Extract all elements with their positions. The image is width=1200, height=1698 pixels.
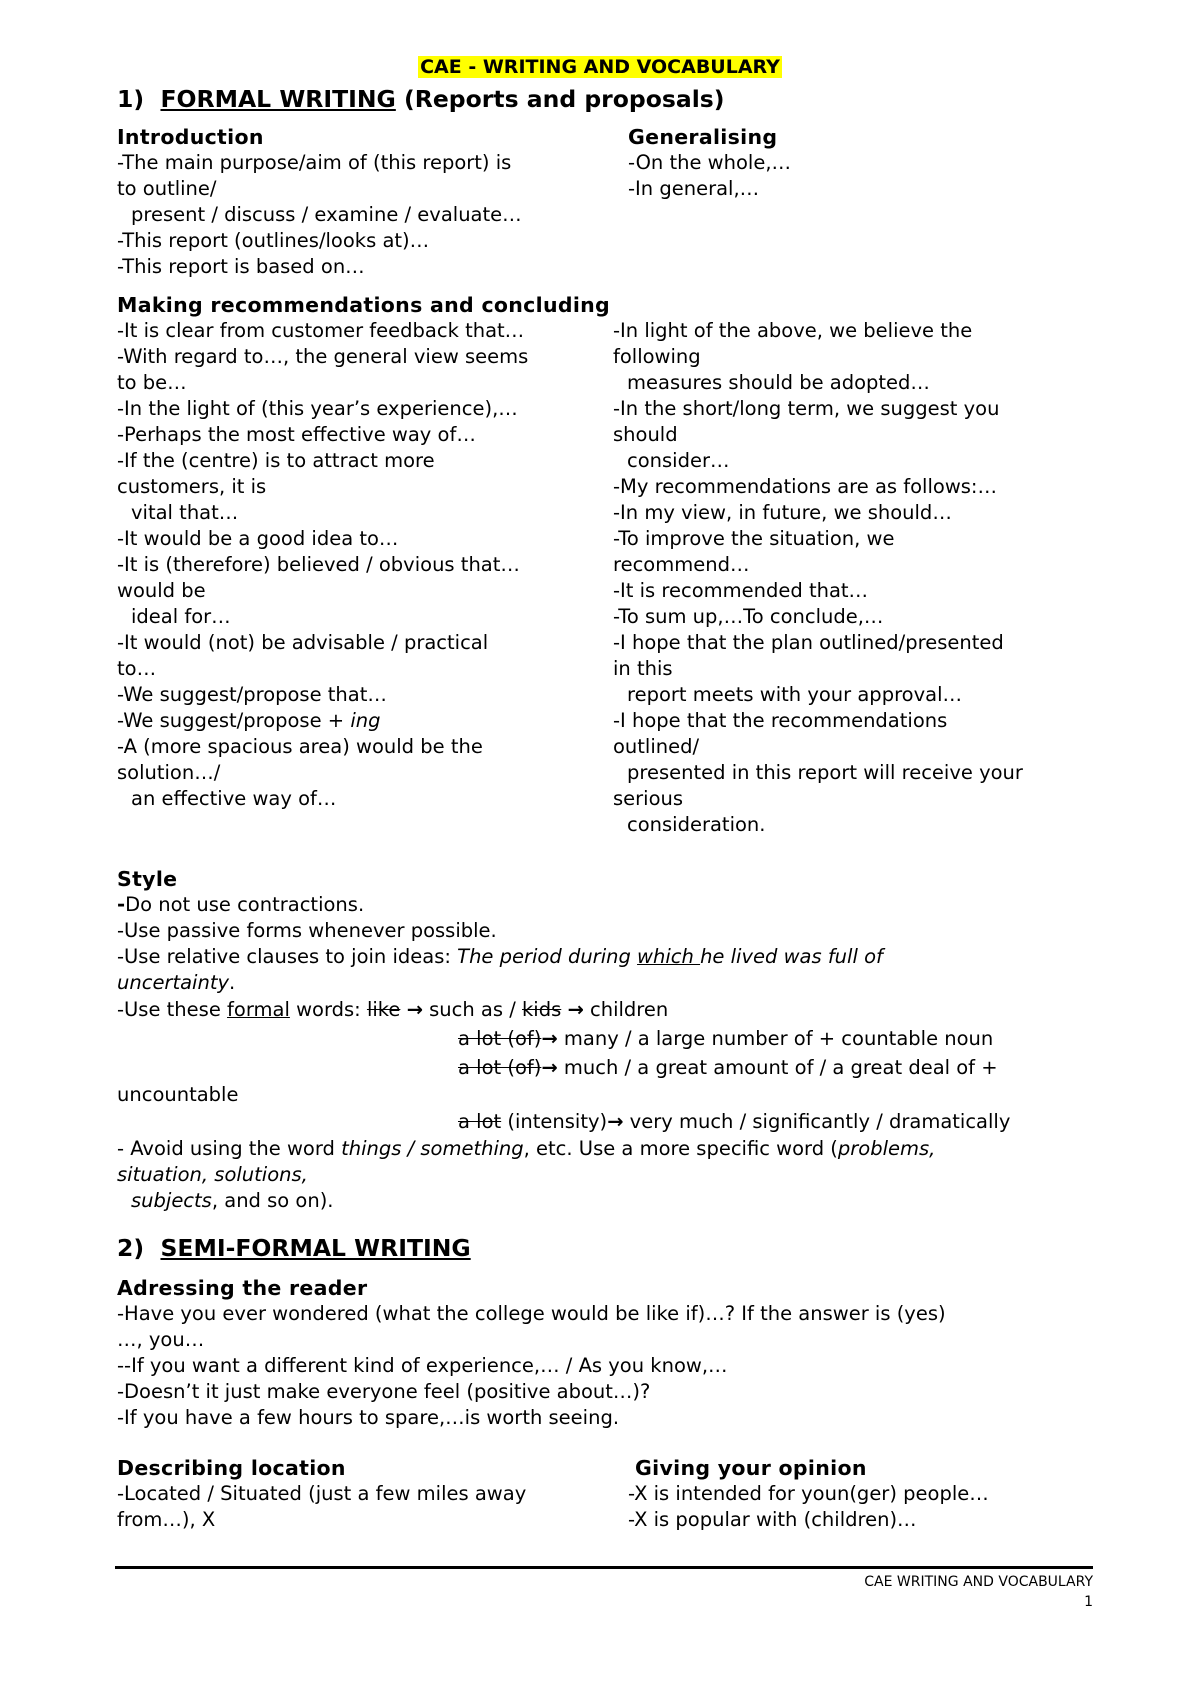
document-title: CAE - WRITING AND VOCABULARY — [420, 56, 780, 78]
text-line: recommend… — [613, 553, 750, 576]
text-line: present / discuss / examine / evaluate… — [131, 203, 522, 226]
text-line: -I hope that the recommendations — [613, 709, 948, 732]
text-line: -Use passive forms whenever possible. — [117, 919, 497, 942]
style-block — [117, 866, 1010, 1214]
text-line: -It would (not) be advisable / practical — [117, 631, 489, 654]
text-line: -X is popular with (children)… — [628, 1508, 917, 1531]
text-line: -Located / Situated (just a few miles away — [117, 1482, 527, 1505]
text-line: -Do not use contractions. — [117, 893, 365, 916]
text-line: -It is clear from customer feedback that… — [117, 319, 525, 342]
text-line: -In the light of (this year’s experience),… — [117, 397, 518, 420]
text-line: uncertainty. — [117, 971, 236, 994]
page-number: 1 — [1084, 1594, 1093, 1610]
text-line: from…), X — [117, 1508, 216, 1531]
text-line: --If you want a different kind of experience,… / As you know,… — [117, 1354, 728, 1377]
location-block — [117, 1455, 526, 1533]
text-line: following — [613, 345, 701, 368]
arrow-icon: → — [541, 1027, 558, 1050]
text-line: -A (more spacious area) would be the — [117, 735, 483, 758]
text-line: -We suggest/propose + ing — [117, 709, 381, 732]
addressing-block — [117, 1275, 946, 1431]
text-line: in this — [613, 657, 673, 680]
text-line: -This report (outlines/looks at)… — [117, 229, 430, 252]
introduction-block — [117, 124, 522, 280]
text-line: -I hope that the plan outlined/presented — [613, 631, 1004, 654]
text-line: -It is recommended that… — [613, 579, 869, 602]
text-line: -We suggest/propose that… — [117, 683, 387, 706]
text-line: -With regard to…, the general view seems — [117, 345, 529, 368]
text-line: to be… — [117, 371, 187, 394]
text-line: - Avoid using the word things / something, etc. Use a more specific word (problems, — [117, 1137, 936, 1160]
text-line: -The main purpose/aim of (this report) is — [117, 151, 512, 174]
formal-words-line: a lot (of)→ much / a great amount of / a great deal of + — [458, 1056, 998, 1079]
text-line: -X is intended for youn(ger) people… — [628, 1482, 989, 1505]
location-heading: Describing location — [117, 1456, 346, 1480]
text-line: to outline/ — [117, 177, 217, 200]
text-line: -My recommendations are as follows:… — [613, 475, 998, 498]
text-line: -If you have a few hours to spare,…is worth seeing. — [117, 1406, 620, 1429]
text-line: -In light of the above, we believe the — [613, 319, 973, 342]
formal-words-line: a lot (of)→ many / a large number of + countable noun — [458, 1027, 994, 1050]
arrow-icon: → — [567, 998, 584, 1021]
text-line: …, you… — [117, 1328, 205, 1351]
opinion-block — [628, 1455, 989, 1533]
text-line: -If the (centre) is to attract more — [117, 449, 435, 472]
addressing-heading: Adressing the reader — [117, 1276, 368, 1300]
text-line: -Doesn’t it just make everyone feel (positive about…)? — [117, 1380, 651, 1403]
arrow-icon: → — [541, 1056, 558, 1079]
text-line: outlined/ — [613, 735, 700, 758]
formal-words-line: a lot (intensity)→ very much / significantly / dramatically — [458, 1110, 1011, 1133]
text-line: uncountable — [117, 1083, 239, 1106]
recommendations-heading: Making recommendations and concluding — [117, 293, 611, 317]
text-line: ideal for… — [131, 605, 231, 628]
text-line: presented in this report will receive your — [627, 761, 1023, 784]
text-line: -Use relative clauses to join ideas: The period during which he lived was full of — [117, 945, 883, 968]
text-line: serious — [613, 787, 684, 810]
text-line: subjects, and so on). — [131, 1189, 334, 1212]
text-line: report meets with your approval… — [627, 683, 962, 706]
text-line: -In the short/long term, we suggest you — [613, 397, 1000, 420]
opinion-heading: Giving your opinion — [635, 1456, 867, 1480]
arrow-icon: → — [406, 998, 423, 1021]
text-line: customers, it is — [117, 475, 267, 498]
text-line: measures should be adopted… — [627, 371, 930, 394]
arrow-icon: → — [607, 1110, 624, 1133]
text-line: would be — [117, 579, 206, 602]
text-line: an effective way of… — [131, 787, 337, 810]
text-line: -On the whole,… — [628, 151, 792, 174]
text-line: vital that… — [131, 501, 239, 524]
generalising-heading: Generalising — [628, 125, 778, 149]
text-line: -To sum up,…To conclude,… — [613, 605, 884, 628]
text-line: -It is (therefore) believed / obvious that… — [117, 553, 520, 576]
text-line: -Have you ever wondered (what the college would be like if)…? If the answer is (yes) — [117, 1302, 946, 1325]
text-line: -In my view, in future, we should… — [613, 501, 952, 524]
formal-words-line: -Use these formal words: like → such as / kids → children — [117, 998, 669, 1021]
text-line: situation, solutions, — [117, 1163, 308, 1186]
text-line: solution…/ — [117, 761, 221, 784]
text-line: -Perhaps the most effective way of… — [117, 423, 476, 446]
generalising-block — [628, 124, 791, 202]
introduction-heading: Introduction — [117, 125, 264, 149]
footer-label: CAE WRITING AND VOCABULARY — [864, 1574, 1093, 1590]
text-line: -This report is based on… — [117, 255, 365, 278]
text-line: -It would be a good idea to… — [117, 527, 399, 550]
style-heading: Style — [117, 867, 178, 891]
text-line: -To improve the situation, we — [613, 527, 895, 550]
section-2-heading: 2) SEMI-FORMAL WRITING — [117, 1234, 471, 1262]
text-line: to… — [117, 657, 157, 680]
section-1-heading: 1) FORMAL WRITING (Reports and proposals) — [117, 85, 725, 113]
recommendations-right-column — [613, 318, 1023, 838]
text-line: consideration. — [627, 813, 766, 836]
recommendations-left-column — [117, 318, 528, 812]
footer-divider — [115, 1566, 1093, 1569]
text-line: consider… — [627, 449, 730, 472]
text-line: should — [613, 423, 678, 446]
text-line: -In general,… — [628, 177, 760, 200]
